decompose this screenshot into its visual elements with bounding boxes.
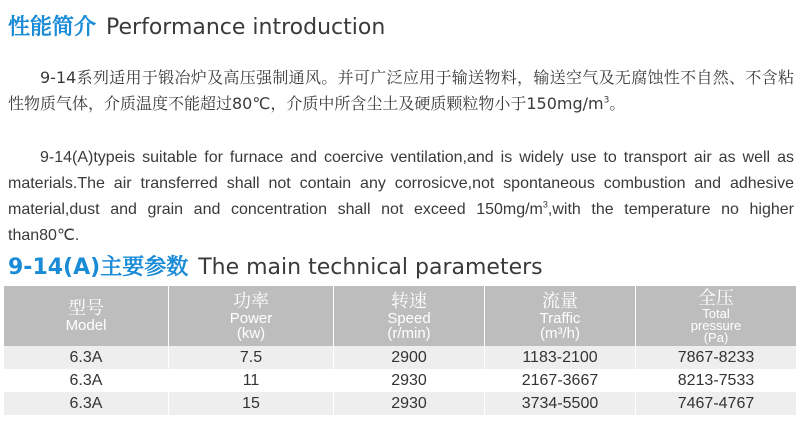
header-pressure-unit: (Pa) [703, 329, 729, 345]
header-power-en: Power [229, 309, 273, 327]
cell-model: 6.3A [4, 369, 169, 392]
paragraph-cn-superscript: 3 [603, 95, 610, 106]
cell-pressure: 7467-4767 [636, 392, 797, 415]
cell-pressure: 8213-7533 [636, 369, 797, 392]
table-row [4, 346, 796, 369]
header-pressure-en2: pressure [690, 317, 742, 333]
header-speed-unit: (r/min) [387, 324, 431, 342]
cell-traffic: 3734-5500 [485, 392, 636, 415]
header-total-pressure [636, 286, 797, 346]
cell-pressure: 7867-8233 [636, 346, 797, 369]
performance-paragraph-en [8, 145, 794, 249]
performance-title-cn: 性能简介 [8, 15, 97, 40]
cell-power: 7.5 [169, 346, 334, 369]
performance-title-en: Performance introduction [106, 15, 386, 40]
parameters-table [4, 286, 796, 415]
paragraph-cn-end: 。 [609, 94, 626, 113]
performance-section-title [8, 14, 385, 42]
header-power-unit: (kw) [236, 324, 266, 342]
paragraph-en-end: ,with the temperature no higher than80℃. [8, 201, 794, 244]
table-header-row [4, 286, 796, 346]
cell-power: 11 [169, 369, 334, 392]
cell-power: 15 [169, 392, 334, 415]
cell-speed: 2930 [334, 392, 485, 415]
header-pressure-cn: 全压 [698, 287, 734, 309]
cell-traffic: 1183-2100 [485, 346, 636, 369]
table-row [4, 369, 796, 392]
header-power-cn: 功率 [233, 290, 269, 312]
header-model-cn: 型号 [68, 298, 104, 319]
header-speed-en: Speed [387, 309, 431, 327]
paragraph-cn-text: 9-14系列适用于锻冶炉及高压强制通风。并可广泛应用于输送物料，输送空气及无腐蚀性不自然、不含粘性物质气体，介质温度不能超过80℃，介质中所含尘土及硬质颗粒物小于150mg/m [8, 68, 794, 113]
header-model [4, 286, 169, 346]
paragraph-en-superscript: 3 [542, 199, 548, 210]
header-traffic-cn: 流量 [542, 290, 578, 312]
header-traffic-en: Traffic [539, 309, 581, 327]
cell-speed: 2930 [334, 369, 485, 392]
header-pressure-en: Total [702, 305, 730, 321]
header-model-en: Model [65, 317, 107, 334]
cell-traffic: 2167-3667 [485, 369, 636, 392]
cell-model: 6.3A [4, 392, 169, 415]
header-power [169, 286, 334, 346]
paragraph-en-text: 9-14(A)typeis suitable for furnace and coercive ventilation,and is widely use to transport air as well as materials.The air transferred shall not contain any corrosicve,not spontaneous combustion and adhesive material,dust and grain and concentration shall not exceed 150mg/m [8, 149, 794, 218]
cell-model: 6.3A [4, 346, 169, 369]
header-speed-cn: 转速 [391, 290, 427, 312]
parameters-title-cn: 9-14(A)主要参数 [8, 255, 189, 280]
header-speed [334, 286, 485, 346]
header-traffic [485, 286, 636, 346]
table-row [4, 392, 796, 415]
performance-paragraph-cn [8, 65, 794, 117]
header-traffic-unit: (m³/h) [540, 324, 580, 342]
parameters-section-title [8, 254, 543, 282]
parameters-title-en: The main technical parameters [198, 255, 543, 280]
cell-speed: 2900 [334, 346, 485, 369]
